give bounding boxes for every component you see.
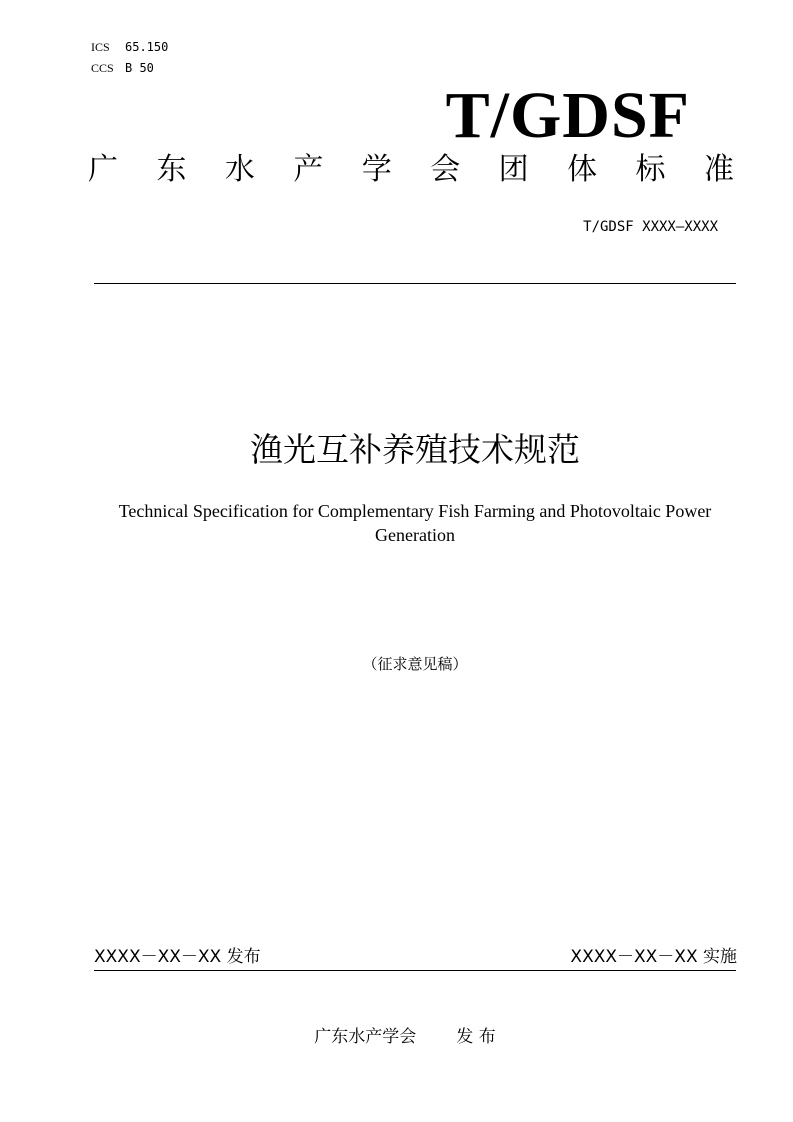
org-title-char: 会 (430, 152, 461, 187)
publish-date: XXXX－XX－XX 发布 (94, 947, 261, 967)
standard-number: T/GDSF XXXX—XXXX (583, 219, 718, 235)
ics-code (91, 40, 168, 54)
org-title-char: 学 (361, 152, 392, 187)
org-title-char: 水 (224, 152, 255, 187)
org-title-char: 准 (703, 152, 734, 187)
organization-title (88, 150, 734, 190)
ccs-value: B 50 (125, 61, 154, 75)
draft-status: （征求意见稿） (362, 657, 468, 673)
org-title-char: 标 (635, 152, 666, 187)
publisher-action: 发 布 (456, 1027, 496, 1047)
org-title-char: 产 (293, 152, 324, 187)
implement-date: XXXX－XX－XX 实施 (570, 947, 737, 967)
publisher-line (0, 1025, 793, 1049)
ics-value: 65.150 (125, 40, 169, 54)
standard-code: T/GDSF (445, 79, 690, 152)
ics-label: ICS (91, 40, 110, 54)
org-title-char: 广 (88, 152, 118, 187)
org-title-char: 体 (567, 152, 598, 187)
publisher-name: 广东水产学会 (314, 1027, 417, 1047)
ccs-code (91, 61, 154, 75)
header-divider (94, 283, 736, 284)
title-chinese: 渔光互补养殖技术规范 (250, 430, 580, 469)
org-title-char: 东 (156, 152, 187, 187)
footer-divider (94, 970, 736, 971)
org-title-char: 团 (498, 152, 529, 187)
ccs-label: CCS (91, 61, 114, 75)
title-english: Technical Specification for Complementary Fish Farming and Photovoltaic Power Generation (118, 501, 712, 545)
